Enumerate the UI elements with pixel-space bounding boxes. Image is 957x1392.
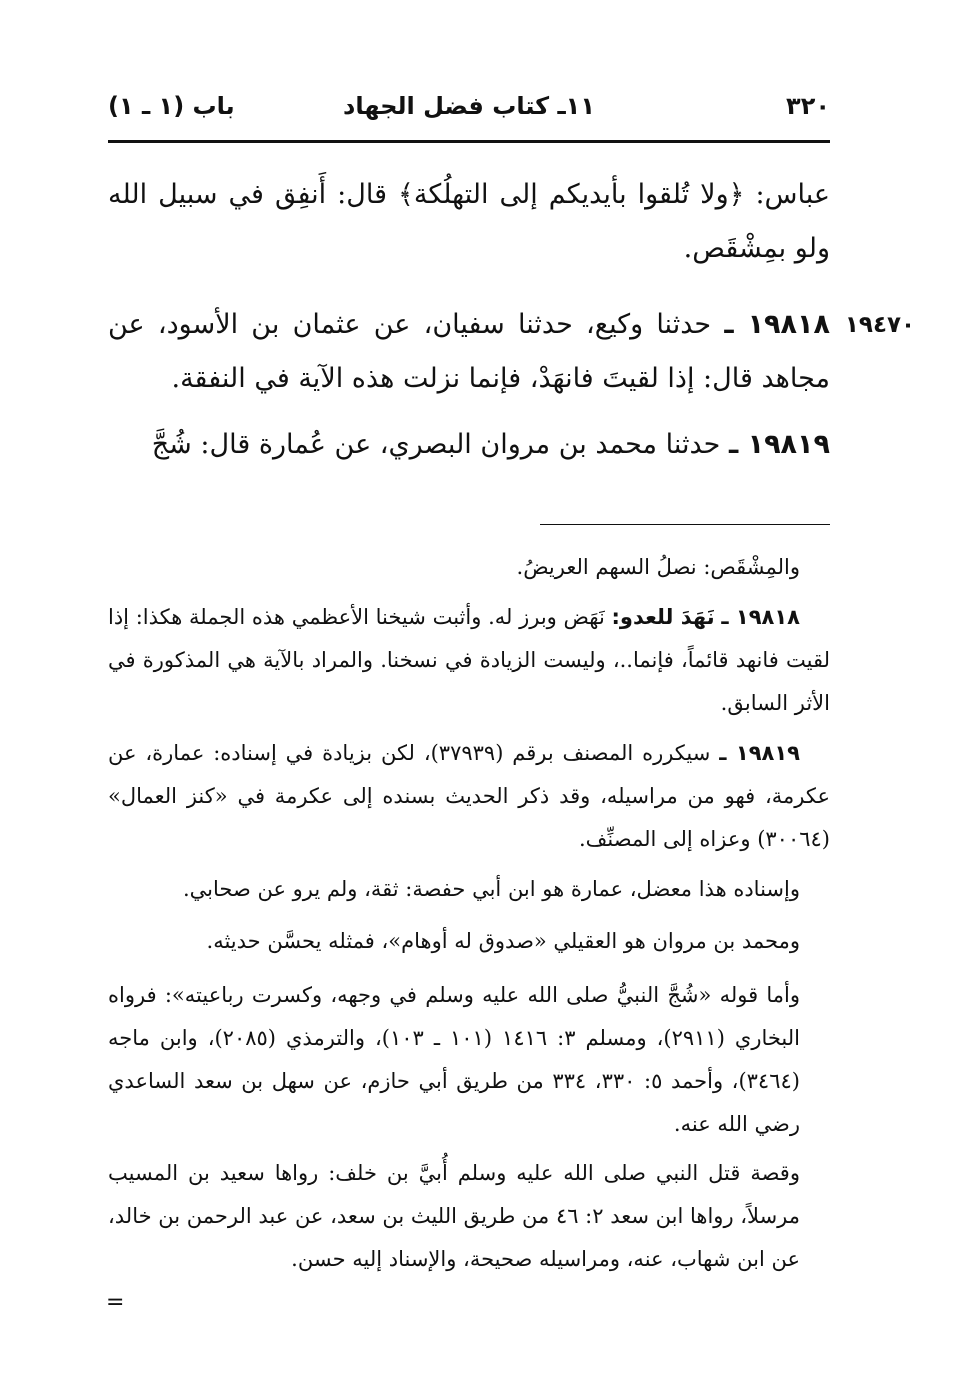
hadith-19818	[108, 298, 830, 406]
footnote-ubayy	[108, 1152, 830, 1281]
footnote-headword: نَهَدَ للعدو:	[611, 605, 715, 629]
header-rule	[108, 140, 830, 143]
footnote-text: والمِشْقَص: نصلُ السهم العريضُ.	[516, 555, 800, 579]
footnote-narrator	[108, 920, 830, 963]
hadith-text: حدثنا وكيع، حدثنا سفيان، عن عثمان بن الأسود، عن مجاهد قال: إذا لقيتَ فانهَدْ، فإنما نزلت هذه الآية في النفقة.	[108, 309, 830, 394]
page-number: ٣٢٠	[786, 92, 830, 120]
main-paragraph-1	[108, 168, 830, 276]
footnote-number: ١٩٨١٩ ـ	[719, 741, 800, 765]
hadith-text: حدثنا محمد بن مروان البصري، عن عُمارة قال: شُجَّ	[151, 429, 721, 460]
footnote-mishqas	[108, 546, 830, 589]
hadith-19819	[108, 418, 830, 472]
footnote-text: وأما قوله «شُجَّ النبيُّ صلى الله عليه وسلم في وجهه، وكسرت رباعيته»: فرواه البخاري (٢٩١١)، ومسلم ٣: ١٤١٦ (١٠١ ـ ١٠٣)، والترمذي (٢٠٨٥)، وابن ماجه (٣٤٦٤)، وأحمد ٥: ٣٣٠، ٣٣٤ من طريق أبي حازم، عن سهل بن سعد الساعدي رضي الله عنه.	[108, 983, 800, 1136]
footnote-separator	[540, 524, 830, 525]
footnote-text: سيكرره المصنف برقم (٣٧٩٣٩)، لكن بزيادة في إسناده: عمارة، عن عكرمة، فهو من مراسيله، وقد ذكر الحديث بسنده إلى عكرمة في «كنز العمال» (٣٠٠٦٤) وعزاه إلى المصنِّف.	[108, 741, 830, 851]
page-header	[108, 92, 830, 132]
chapter-label: باب (١ ـ ١)	[108, 92, 235, 120]
book-title: ١١ـ كتاب فضل الجهاد	[343, 92, 595, 120]
footnote-text: وإسناده هذا معضل، عمارة هو ابن أبي حفصة: ثقة، ولم يرو عن صحابي.	[182, 877, 800, 901]
footnote-text: نَهَض وبرز له. وأثبت شيخنا الأعظمي هذه الجملة هكذا: إذا لقيت فانهد قائماً، فإنما..، وليست الزيادة في نسخنا. والمراد بالآية هي المذكورة في الأثر السابق.	[108, 605, 830, 715]
footnote-19819	[108, 732, 830, 861]
footnote-shujja	[108, 974, 830, 1146]
hadith-number: ١٩٨١٨ ـ	[724, 309, 830, 340]
footnote-text: ومحمد بن مروان هو العقيلي «صدوق له أوهام»، فمثله يحسَّن حديثه.	[206, 929, 800, 953]
hadith-number: ١٩٨١٩ ـ	[728, 429, 830, 460]
continuation-mark: =	[106, 1290, 125, 1315]
footnote-number: ١٩٨١٨ ـ	[721, 605, 800, 629]
footnote-isnad	[108, 868, 830, 911]
footnote-19818	[108, 596, 830, 725]
paragraph-text: عباس: ﴿ولا تُلقوا بأيديكم إلى التهلُكة﴾ قال: أَنفِق في سبيل الله ولو بمِشْقَص.	[108, 179, 830, 264]
footnote-text: وقصة قتل النبي صلى الله عليه وسلم أُبيَّ بن خلف: رواها سعيد بن المسيب مرسلاً، رواها ابن سعد ٢: ٤٦ من طريق الليث بن سعد، عن عبد الرحمن بن خالد، عن ابن شهاب، عنه، ومراسيله صحيحة، والإسناد إليه حسن.	[108, 1161, 801, 1271]
margin-number: ١٩٤٧٠	[844, 312, 916, 338]
